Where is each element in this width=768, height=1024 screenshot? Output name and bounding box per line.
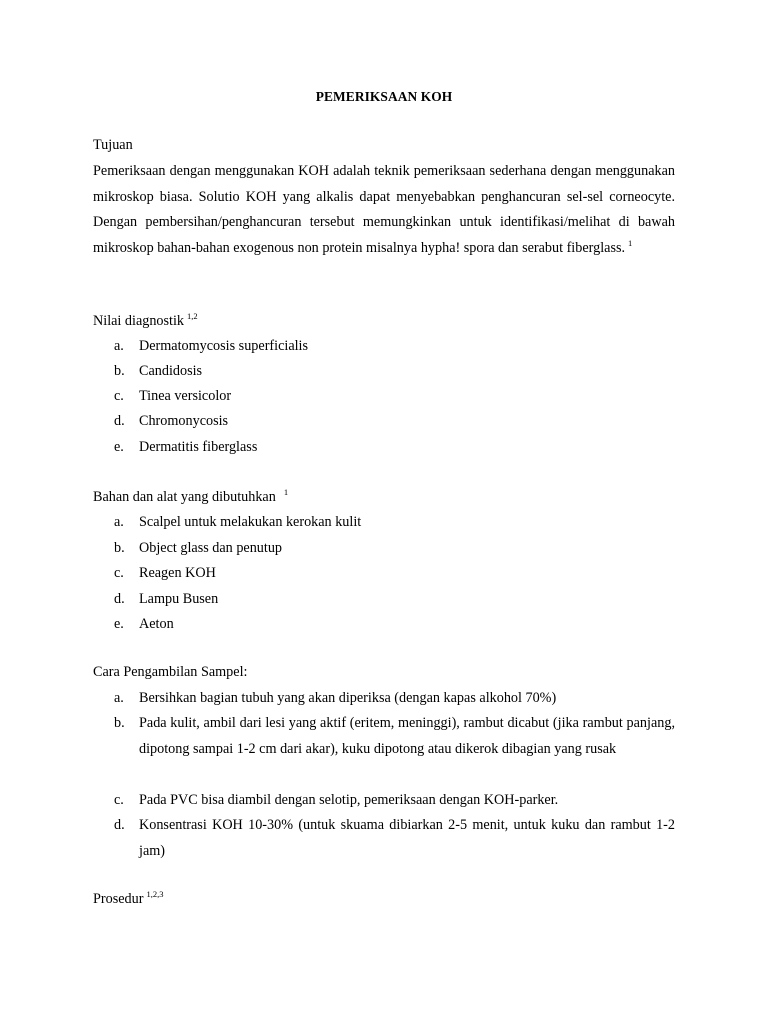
list-item-text: Bersihkan bagian tubuh yang akan diperiksa (dengan kapas alkohol 70%) [139, 690, 557, 706]
list-item-text: Aeton [139, 616, 174, 632]
list-item [114, 587, 675, 613]
heading-text: Tujuan [93, 137, 133, 153]
section-heading-nilai-diagnostik [93, 313, 198, 330]
list-item [114, 561, 675, 587]
list-item-text: Dermatomycosis superficialis [139, 338, 309, 354]
paragraph-text: Pemeriksaan dengan menggunakan KOH adalah teknik pemeriksaan sederhana dengan menggunakan mikroskop biasa. Solutio KOH yang alkalis dapat menyebabkan penghancuran sel-sel corneocyte. Dengan pembersihan/penghancuran tersebut memungkinkan untuk identifikasi/melihat di bawah mikroskop bahan-bahan exogenous non protein misalnya hypha! spora dan serabut fiberglass. [93, 163, 675, 256]
list-item-text: Scalpel untuk melakukan kerokan kulit [139, 514, 362, 530]
footnote-ref: 1 [628, 237, 633, 248]
list-marker: d. [114, 413, 125, 429]
list-marker: a. [114, 514, 124, 530]
heading-text: Nilai diagnostik [93, 313, 185, 329]
list-marker: a. [114, 338, 124, 354]
section-heading-tujuan [93, 137, 133, 154]
list-marker: b. [114, 715, 125, 731]
list-marker: b. [114, 540, 125, 556]
list-marker: a. [114, 690, 124, 706]
list-item [114, 435, 675, 461]
list-marker: c. [114, 565, 124, 581]
list-item-text: Tinea versicolor [139, 388, 232, 404]
list-marker: e. [114, 439, 124, 455]
section-heading-bahan-alat [93, 489, 288, 506]
tujuan-paragraph [93, 159, 675, 262]
document-title: PEMERIKSAAN KOH [315, 89, 453, 104]
list-item-text: Pada PVC bisa diambil dengan selotip, pemeriksaan dengan KOH-parker. [139, 792, 559, 808]
list-marker: c. [114, 388, 124, 404]
footnote-ref: 1,2,3 [146, 889, 164, 899]
list-item-text: Object glass dan penutup [139, 540, 283, 556]
list-item-text: Reagen KOH [139, 565, 216, 581]
list-item [114, 334, 675, 360]
list-item [114, 711, 675, 762]
list-item [114, 536, 675, 562]
list-marker: b. [114, 363, 125, 379]
heading-text: Prosedur [93, 891, 144, 907]
list-item [114, 409, 675, 435]
list-item-text: Konsentrasi KOH 10-30% (untuk skuama dibiarkan 2-5 menit, untuk kuku dan rambut 1-2 jam) [139, 817, 675, 859]
list-item [114, 612, 675, 638]
list-item [114, 813, 675, 864]
list-marker: d. [114, 591, 125, 607]
list-marker: e. [114, 616, 124, 632]
footnote-ref: 1 [283, 487, 289, 497]
list-item-text: Chromonycosis [139, 413, 229, 429]
heading-text: Cara Pengambilan Sampel: [93, 664, 248, 680]
list-item-text: Pada kulit, ambil dari lesi yang aktif (eritem, meninggi), rambut dicabut (jika rambut panjang, dipotong sampai 1-2 cm dari akar), kuku dipotong atau dikerok dibagian yang rusak [139, 715, 675, 757]
list-marker: d. [114, 817, 125, 833]
list-marker: c. [114, 792, 124, 808]
list-item [114, 686, 675, 712]
list-item [114, 510, 675, 536]
section-heading-prosedur [93, 891, 163, 908]
list-item-text: Lampu Busen [139, 591, 219, 607]
footnote-ref: 1,2 [187, 311, 198, 321]
list-item [114, 359, 675, 385]
heading-text: Bahan dan alat yang dibutuhkan [93, 489, 276, 505]
section-heading-cara-pengambilan [93, 664, 247, 681]
list-item [114, 384, 675, 410]
list-item-text: Candidosis [139, 363, 203, 379]
list-item [114, 788, 675, 814]
list-item-text: Dermatitis fiberglass [139, 439, 258, 455]
